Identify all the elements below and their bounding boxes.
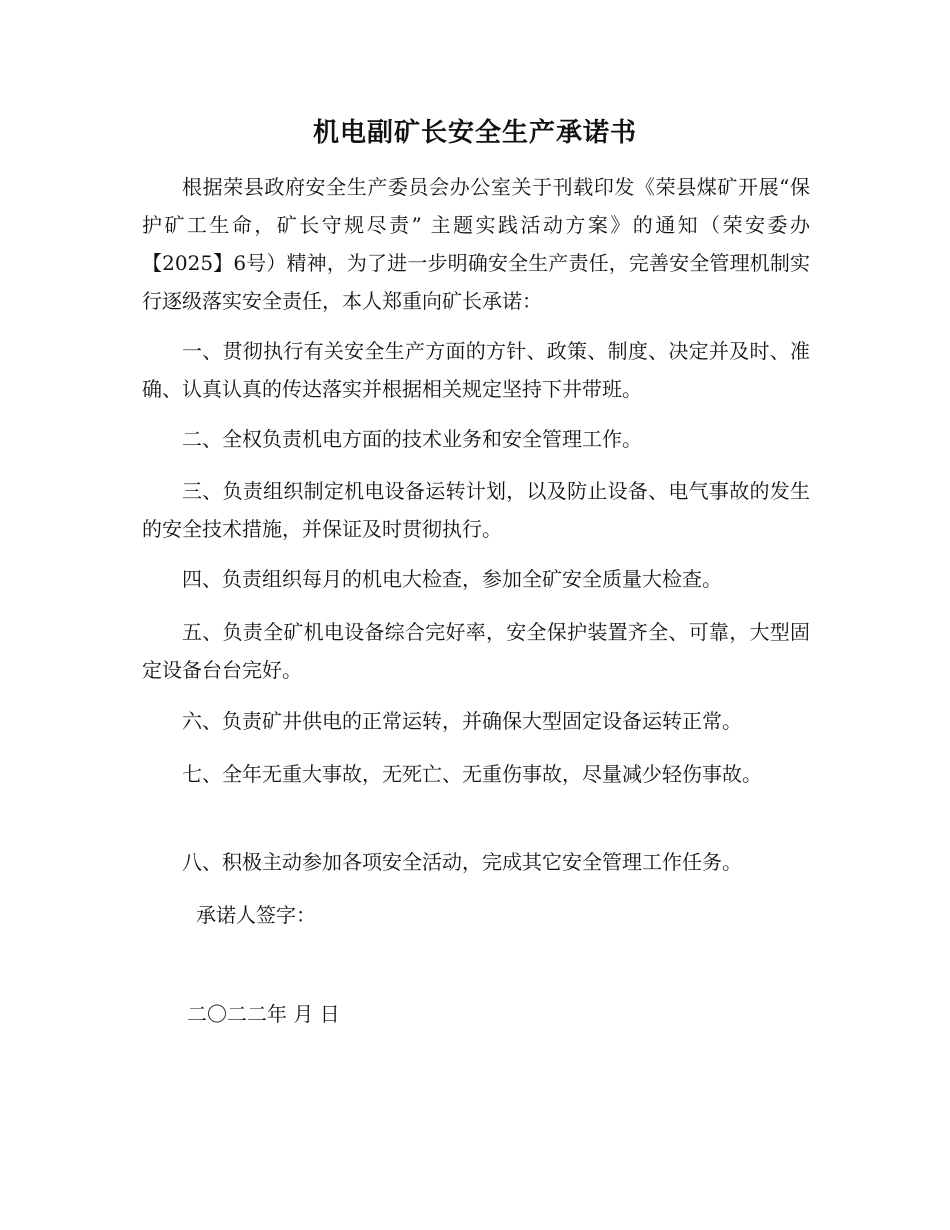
commitment-item-2: 二、全权负责机电方面的技术业务和安全管理工作。 <box>182 427 642 451</box>
commitment-item-6: 六、负责矿井供电的正常运转，并确保大型固定设备运转正常。 <box>182 709 742 733</box>
commitment-item-8: 八、积极主动参加各项安全活动，完成其它安全管理工作任务。 <box>182 850 742 874</box>
signature-label: 承诺人签字： <box>196 903 316 927</box>
commitment-item-1: 一、贯彻执行有关安全生产方面的方针、政策、制度、决定并及时、准确、认真认真的传达落实并根据相关规定坚持下井带班。 <box>142 339 810 401</box>
commitment-item-7: 七、全年无重大事故，无死亡、无重伤事故，尽量减少轻伤事故。 <box>182 762 762 786</box>
document-title: 机电副矿长安全生产承诺书 <box>312 118 637 148</box>
date-line: 二〇二二年 月 日 <box>187 1002 340 1026</box>
commitment-item-4: 四、负责组织每月的机电大检查，参加全矿安全质量大检查。 <box>182 567 722 591</box>
intro-paragraph: 根据荣县政府安全生产委员会办公室关于刊载印发《荣县煤矿开展“保护矿工生命，矿长守规尽责” 主题实践活动方案》的通知（荣安委办【2025】6号）精神，为了进一步明确安全生产责任，完善安全管理机制实行逐级落实安全责任，本人郑重向矿长承诺： <box>142 175 810 313</box>
commitment-item-5: 五、负责全矿机电设备综合完好率，安全保护装置齐全、可靠，大型固定设备台台完好。 <box>142 620 810 682</box>
commitment-item-3: 三、负责组织制定机电设备运转计划，以及防止设备、电气事故的发生的安全技术措施，并保证及时贯彻执行。 <box>142 479 810 541</box>
